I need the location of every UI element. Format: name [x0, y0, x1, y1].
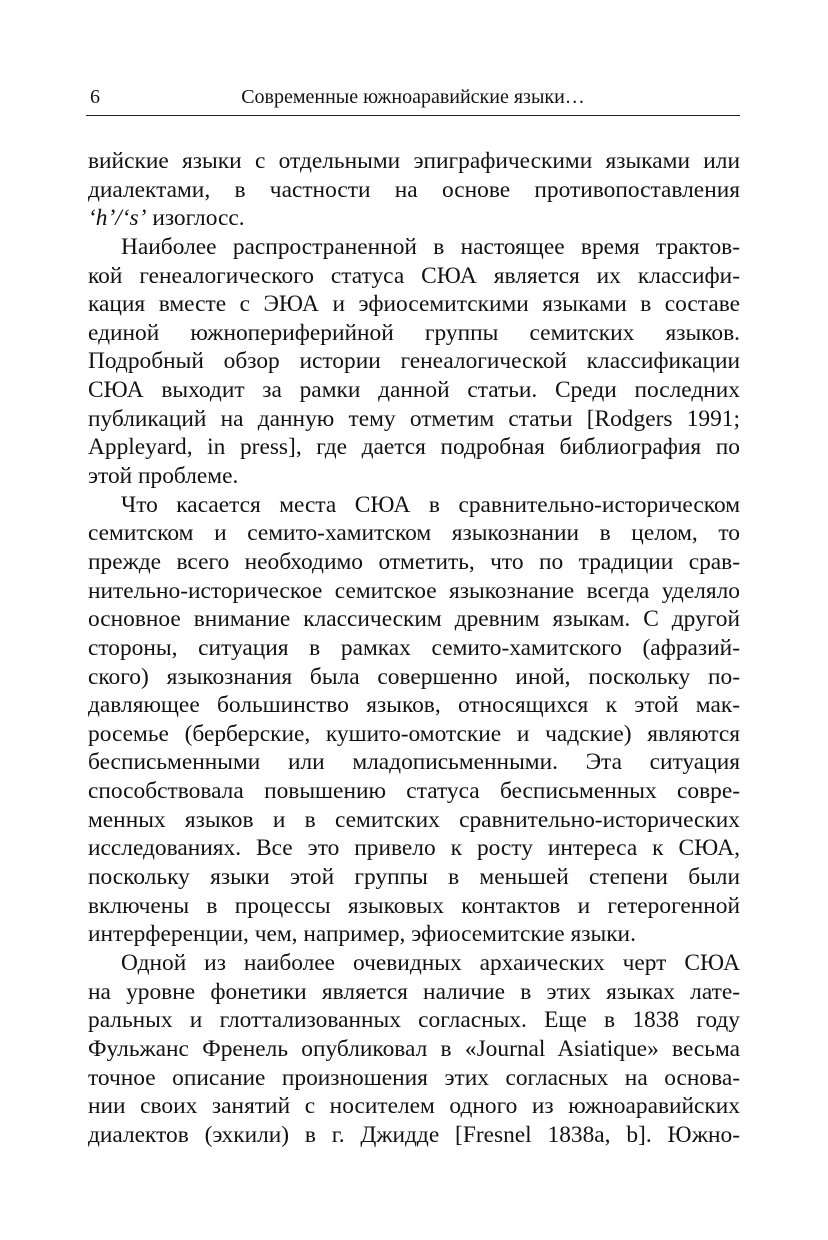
isogloss-italic: ‘h’/‘s’	[88, 205, 147, 232]
text-line: этой проблеме.	[88, 463, 239, 490]
text-line: способствовала повышению статуса бесписьменных совре-	[88, 778, 740, 805]
text-line: интерференции, чем, например, эфиосемитские языки.	[88, 921, 636, 948]
text-line: вийские языки с отдельными эпиграфическими языками или	[88, 148, 740, 174]
paragraph	[88, 949, 740, 1149]
text-line: Подробный обзор истории генеалогической классификации	[88, 348, 740, 375]
text-line: семитском и семито-хамитском языкознании в целом, то	[88, 520, 740, 547]
header-rule	[86, 115, 740, 116]
text-fragment: изоглосс.	[146, 205, 245, 232]
text-line: публикаций на данную тему отметим статьи [Rodgers 1991;	[88, 405, 740, 432]
text-line: ского) языкознания была совершенно иной, поскольку по-	[88, 663, 740, 690]
text-line: СЮА выходит за рамки данной статьи. Среди последних	[88, 377, 740, 404]
text-line: Наиболее распространенной в настоящее время трактов-	[121, 233, 740, 260]
text-line: диалектов (эхкили) в г. Джидде [Fresnel 1838a, b]. Южно-	[88, 1121, 740, 1148]
paragraph	[88, 233, 740, 491]
text-line: Одной из наиболее очевидных архаических черт СЮА	[121, 949, 740, 976]
text-line: нительно-историческое семитское языкознание всегда уделяло	[88, 577, 740, 604]
text-line: нии своих занятий с носителем одного из южноаравийских	[88, 1093, 740, 1120]
paragraph	[88, 491, 740, 949]
body-text	[88, 147, 740, 1149]
text-line: прежде всего необходимо отметить, что по традиции срав-	[88, 548, 740, 575]
text-line: Что касается места СЮА в сравнительно-историческом	[121, 491, 740, 518]
text-line: Фульжанс Френель опубликовал в «Journal Asiatique» весьма	[88, 1035, 740, 1062]
text-line: основное внимание классическим древним языкам. С другой	[88, 606, 740, 633]
text-line: стороны, ситуация в рамках семито-хамитского (афразий-	[88, 634, 740, 661]
text-line: единой южнопериферийной группы семитских языков.	[88, 319, 740, 346]
page-header	[86, 82, 740, 112]
text-line: давляющее большинство языков, относящихся к этой мак-	[88, 692, 740, 719]
text-line: бесписьменными или младописьменными. Эта ситуация	[88, 749, 740, 776]
text-line	[88, 204, 740, 233]
text-line: Appleyard, in press], где дается подробная библиография по	[88, 434, 740, 461]
text-line: исследованиях. Все это привело к росту интереса к СЮА,	[88, 835, 740, 862]
text-line: росемье (берберские, кушито-омотские и чадские) являются	[88, 720, 740, 747]
text-line: кой генеалогического статуса СЮА является их классифи-	[88, 262, 740, 289]
text-line: менных языков и в семитских сравнительно-исторических	[88, 806, 740, 833]
running-title: Современные южноаравийские языки…	[241, 86, 585, 108]
text-line: кация вместе с ЭЮА и эфиосемитскими языками в составе	[88, 291, 740, 318]
text-line: на уровне фонетики является наличие в этих языках лате-	[88, 978, 740, 1005]
text-line: поскольку языки этой группы в меньшей степени были	[88, 864, 740, 891]
text-line: ральных и глоттализованных согласных. Еще в 1838 году	[88, 1007, 740, 1034]
text-line: включены в процессы языковых контактов и гетерогенной	[88, 892, 740, 919]
page-number: 6	[90, 86, 100, 108]
paragraph	[88, 147, 740, 233]
text-line: диалектами, в частности на основе противопоставления	[88, 176, 740, 203]
text-line: точное описание произношения этих согласных на основа-	[88, 1064, 740, 1091]
